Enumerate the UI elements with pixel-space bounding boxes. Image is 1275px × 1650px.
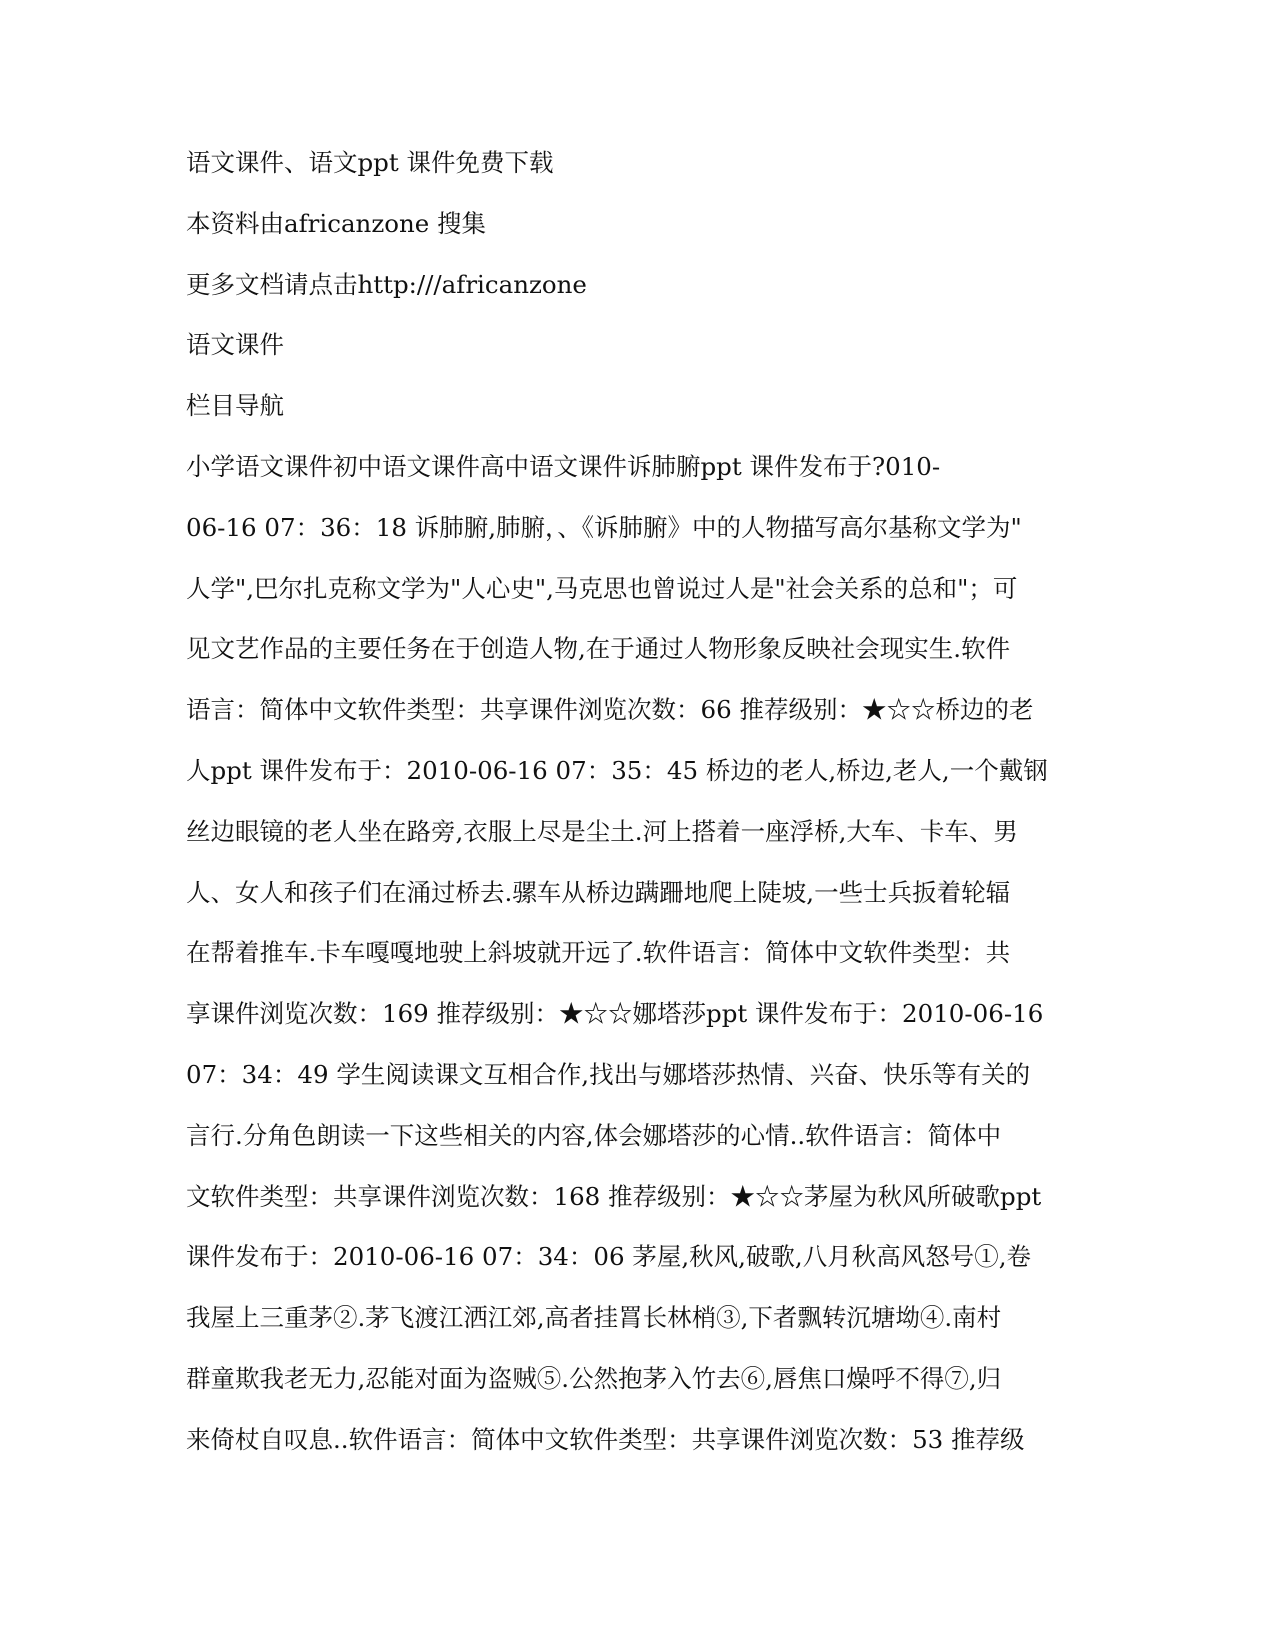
- body-line: 群童欺我老无力,忍能对面为盗贼⑤.公然抱茅入竹去⑥,唇焦口燥呼不得⑦,归: [186, 1363, 1002, 1393]
- more-docs-line: 更多文档请点击http:///africanzone: [186, 269, 587, 299]
- body-line: 课件发布于：2010-06-16 07：34：06 茅屋,秋风,破歌,八月秋高风怒号①,卷: [186, 1242, 1032, 1272]
- document-body: [186, 143, 1066, 1481]
- body-line: 小学语文课件初中语文课件高中语文课件诉肺腑ppt 课件发布于?010-: [186, 451, 941, 481]
- nav-heading: 栏目导航: [186, 391, 284, 421]
- body-line: 来倚杖自叹息..软件语言：简体中文软件类型：共享课件浏览次数：53 推荐级: [186, 1424, 1025, 1454]
- body-line: 我屋上三重茅②.茅飞渡江洒江郊,高者挂罥长林梢③,下者飘转沉塘坳④.南村: [186, 1303, 1002, 1333]
- body-line: 见文艺作品的主要任务在于创造人物,在于通过人物形象反映社会现实生.软件: [186, 634, 1011, 664]
- body-line: 丝边眼镜的老人坐在路旁,衣服上尽是尘土.河上搭着一座浮桥,大车、卡车、男: [186, 816, 1018, 846]
- body-line: 文软件类型：共享课件浏览次数：168 推荐级别：★☆☆茅屋为秋风所破歌ppt: [186, 1181, 1042, 1211]
- source-line: 本资料由africanzone 搜集: [186, 208, 487, 238]
- body-line: 人学",巴尔扎克称文学为"人心史",马克思也曾说过人是"社会关系的总和"；可: [186, 573, 1018, 603]
- section-heading: 语文课件: [186, 330, 284, 360]
- body-line: 语言：简体中文软件类型：共享课件浏览次数：66 推荐级别：★☆☆桥边的老: [186, 695, 1034, 725]
- body-line: 06-16 07：36：18 诉肺腑,肺腑，、《诉肺腑》中的人物描写高尔基称文学为": [186, 512, 1022, 542]
- doc-title-line: 语文课件、语文ppt 课件免费下载: [186, 148, 554, 177]
- body-line: 人、女人和孩子们在涌过桥去.骡车从桥边蹒跚地爬上陡坡,一些士兵扳着轮辐: [186, 877, 1011, 907]
- body-line: 人ppt 课件发布于：2010-06-16 07：35：45 桥边的老人,桥边,老人,一个戴钢: [186, 755, 1048, 785]
- body-line: 07：34：49 学生阅读课文互相合作,找出与娜塔莎热情、兴奋、快乐等有关的: [186, 1059, 1031, 1089]
- body-line: 在帮着推车.卡车嘎嘎地驶上斜坡就开远了.软件语言：简体中文软件类型：共: [186, 938, 1011, 968]
- body-line: 享课件浏览次数：169 推荐级别：★☆☆娜塔莎ppt 课件发布于：2010-06-16: [186, 999, 1044, 1029]
- body-line: 言行.分角色朗读一下这些相关的内容,体会娜塔莎的心情..软件语言：简体中: [186, 1120, 1002, 1150]
